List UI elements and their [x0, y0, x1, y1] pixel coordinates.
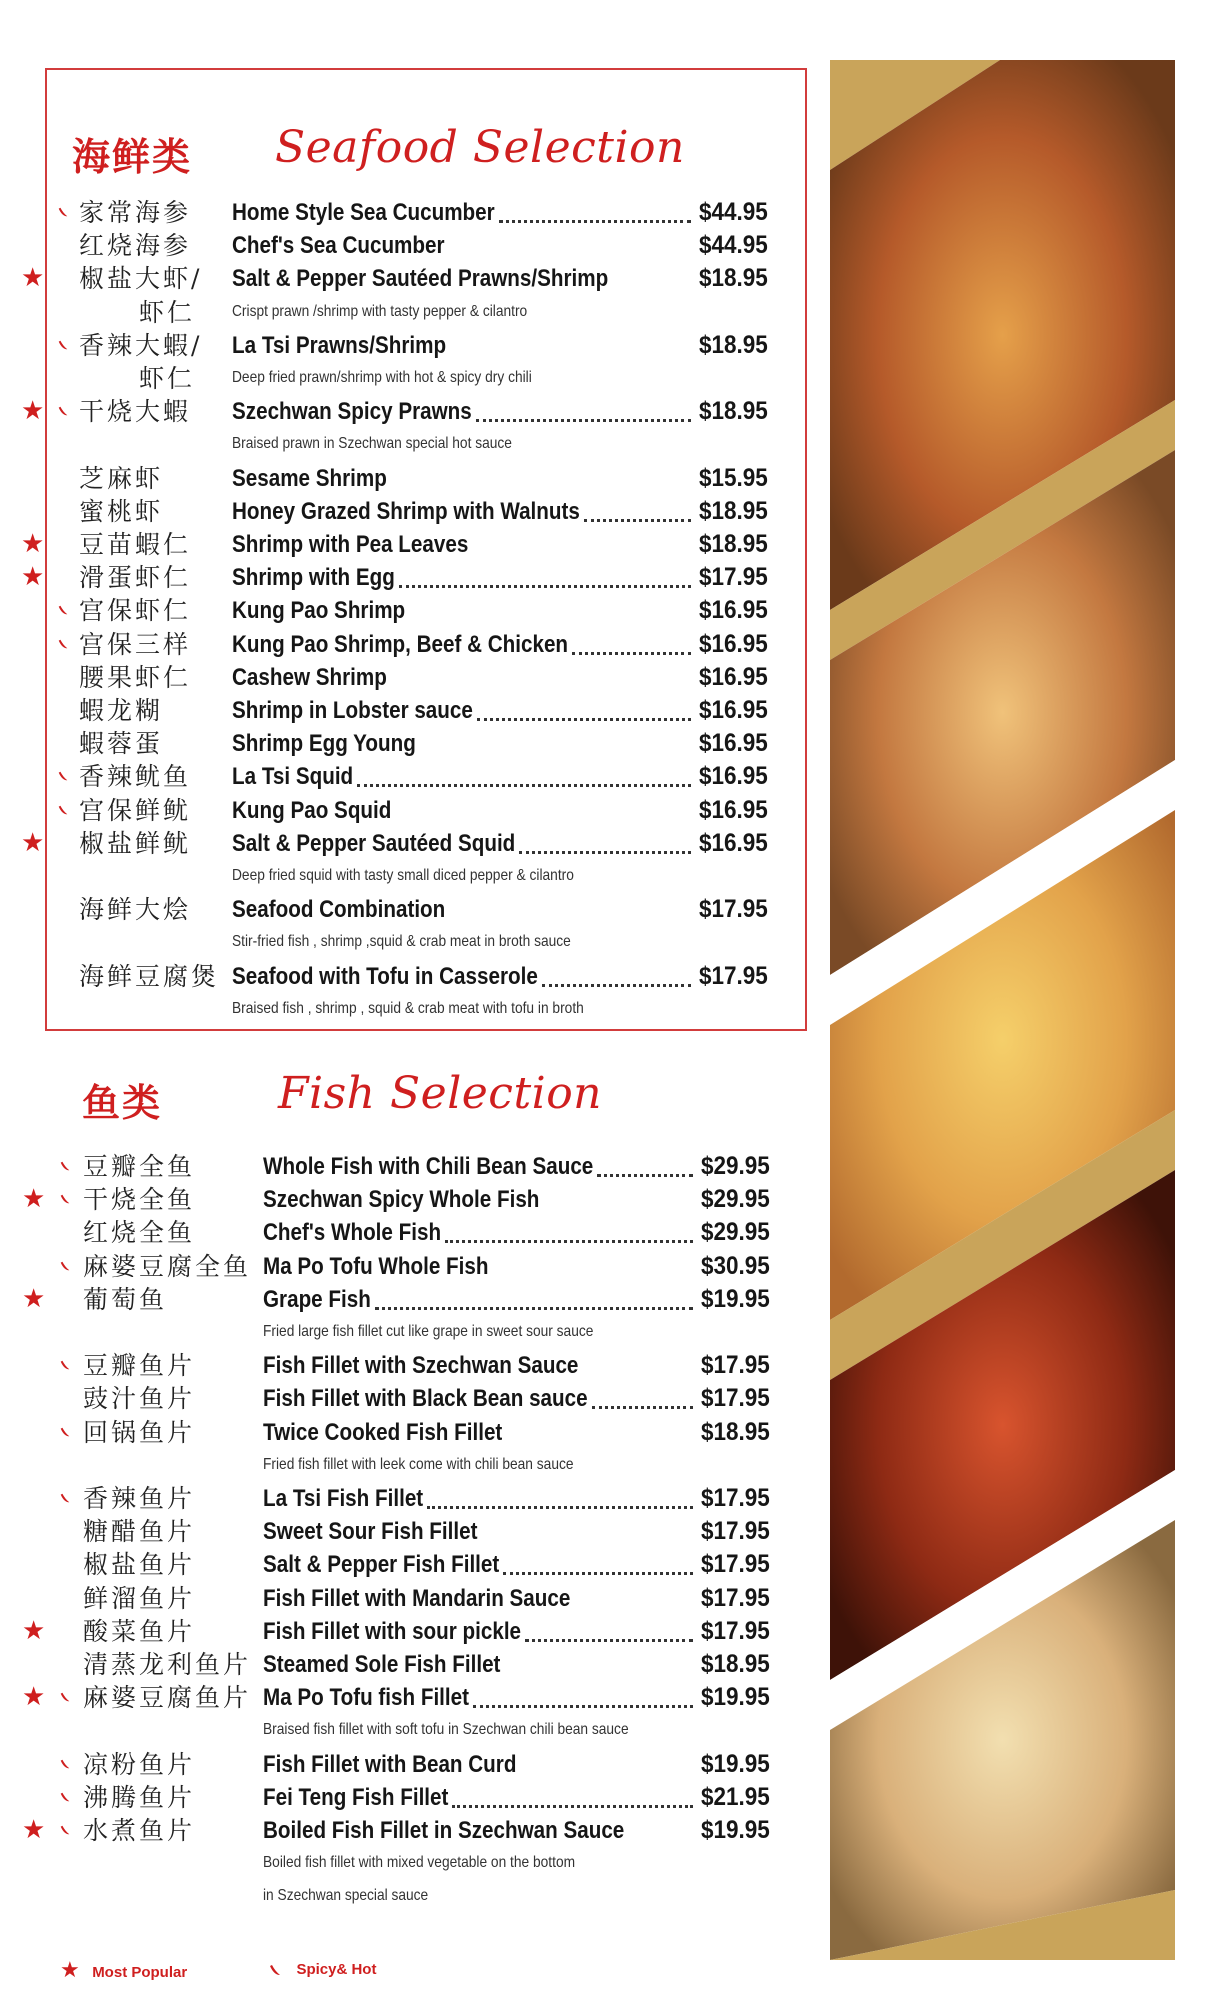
star-icon: ★ [22, 1615, 46, 1646]
fish-title-en: Fish Selection [278, 1068, 603, 1119]
item-price: $16.95 [699, 762, 768, 791]
item-name-cn-line2: 虾仁 [139, 364, 196, 393]
item-description: Crispt prawn /shrimp with tasty pepper & cilantro [232, 302, 528, 320]
item-name-cn: 香辣鱿鱼 [79, 762, 192, 792]
menu-item [45, 329, 805, 362]
item-name-en: Fish Fillet with Bean Curd [263, 1750, 517, 1778]
item-description: Fried large fish fillet cut like grape in sweet sour sauce [263, 1323, 594, 1340]
item-name-en: Kung Pao Squid [232, 796, 392, 824]
item-name-cn: 宫保鲜鱿 [79, 795, 192, 825]
star-icon: ★ [21, 529, 45, 559]
menu-item [22, 1615, 805, 1648]
item-description: Braised fish fillet with soft tofu in Szechwan chili bean sauce [263, 1721, 629, 1739]
item-name-en: Fei Teng Fish Fillet [263, 1783, 449, 1811]
item-price: $16.95 [699, 828, 768, 857]
item-name-cn: 香辣大蝦/ [79, 330, 203, 360]
item-name-en: La Tsi Fish Fillet [263, 1485, 424, 1512]
item-price: $18.95 [699, 496, 768, 525]
item-name-cn: 酸菜鱼片 [83, 1616, 196, 1646]
item-name-cn: 回锅鱼片 [83, 1417, 196, 1447]
legend-popular-label: Most Popular [92, 1964, 188, 1981]
food-photo-strip [830, 60, 1175, 1960]
item-name-en: La Tsi Squid [232, 763, 354, 791]
item-name-cn: 蝦蓉蛋 [79, 729, 164, 759]
item-name-cn: 麻婆豆腐鱼片 [83, 1683, 252, 1713]
item-name-cn: 干烧全鱼 [83, 1185, 196, 1215]
item-price: $18.95 [699, 264, 768, 293]
item-price: $17.95 [701, 1550, 770, 1579]
item-name-cn: 沸腾鱼片 [83, 1782, 196, 1812]
chili-icon [59, 1359, 71, 1371]
item-name-cn: 家常海参 [79, 198, 192, 227]
item-description: Deep fried prawn/shrimp with hot & spicy dry chili [232, 369, 532, 386]
item-name-en: Shrimp with Egg [232, 564, 395, 592]
item-name-cn: 豆苗蝦仁 [79, 530, 192, 559]
menu-item [45, 196, 805, 229]
menu-item [45, 661, 805, 694]
item-name-en: Grape Fish [263, 1285, 371, 1313]
legend-spicy-label: Spicy& Hot [296, 1961, 377, 1978]
item-price: $44.95 [699, 231, 768, 260]
item-price: $17.95 [699, 895, 768, 924]
item-description: Deep fried squid with tasty small diced pepper & cilantro [232, 867, 574, 884]
item-name-en: Ma Po Tofu fish Fillet [263, 1684, 470, 1712]
item-description: Stir-fried fish , shrimp ,squid & crab meat in broth sauce [232, 933, 571, 951]
item-price: $21.95 [701, 1782, 770, 1811]
dot-leader [592, 1386, 693, 1409]
item-name-en: Honey Grazed Shrimp with Walnuts [232, 497, 580, 525]
item-name-cn: 葡萄鱼 [83, 1284, 168, 1314]
item-name-en: Salt & Pepper Sautéed Squid [232, 829, 516, 857]
item-price: $17.95 [699, 961, 768, 990]
menu-item [45, 462, 805, 495]
item-price: $29.95 [701, 1152, 770, 1180]
menu-item [45, 628, 805, 661]
dot-leader [473, 1685, 693, 1708]
item-price: $17.95 [701, 1384, 770, 1413]
menu-item [45, 960, 805, 993]
item-name-en: Fish Fillet with sour pickle [263, 1617, 522, 1645]
item-price: $17.95 [701, 1616, 770, 1645]
item-name-cn: 鲜溜鱼片 [83, 1583, 196, 1613]
item-name-cn: 香辣鱼片 [83, 1484, 196, 1513]
dot-leader [542, 964, 691, 987]
item-price: $29.95 [701, 1185, 770, 1214]
menu-item [45, 1582, 805, 1615]
fish-title-cn: 鱼类 [82, 1080, 163, 1125]
item-description: Fried fish fillet with leek come with chili bean sauce [263, 1455, 574, 1473]
dot-leader [476, 399, 691, 422]
star-icon: ★ [22, 1682, 46, 1713]
chili-icon [268, 1963, 282, 1977]
item-name-en: Whole Fish with Chili Bean Sauce [263, 1153, 594, 1180]
chili-icon [57, 405, 69, 417]
chili-icon [59, 1160, 71, 1172]
item-name-en: Cashew Shrimp [232, 663, 387, 691]
item-name-en: Shrimp Egg Young [232, 730, 416, 758]
item-price: $16.95 [699, 696, 768, 724]
item-name-cn: 海鲜豆腐煲 [79, 961, 220, 991]
chili-icon [57, 638, 69, 650]
chili-icon [59, 1260, 71, 1272]
item-name-cn-line2: 虾仁 [139, 297, 196, 327]
item-name-cn: 清蒸龙利鱼片 [83, 1650, 252, 1679]
menu-item [45, 794, 805, 827]
dot-leader [452, 1785, 693, 1808]
chili-icon [59, 1193, 71, 1205]
item-name-cn: 椒盐大虾/ [79, 264, 203, 294]
menu-item [45, 1349, 805, 1382]
item-description: Braised fish , shrimp , squid & crab meat with tofu in broth [232, 999, 584, 1017]
legend-popular [60, 1955, 187, 1985]
item-name-cn: 麻婆豆腐全鱼 [83, 1251, 252, 1281]
menu-item [45, 1216, 805, 1249]
star-icon: ★ [60, 1957, 80, 1982]
chili-icon [57, 804, 69, 816]
dot-leader [503, 1552, 693, 1575]
menu-item [45, 1482, 805, 1515]
dot-leader [375, 1287, 693, 1310]
item-price: $17.95 [701, 1583, 770, 1612]
item-price: $18.95 [699, 330, 768, 359]
item-name-en: Shrimp with Pea Leaves [232, 531, 469, 558]
item-price: $16.95 [699, 629, 768, 658]
item-name-en: Szechwan Spicy Whole Fish [263, 1186, 540, 1214]
item-name-cn: 腰果虾仁 [79, 662, 192, 692]
item-name-en: Sesame Shrimp [232, 464, 387, 492]
dot-leader [572, 632, 691, 655]
dot-leader [445, 1220, 693, 1243]
item-name-cn: 芝麻虾 [79, 463, 164, 493]
item-name-en: Salt & Pepper Fish Fillet [263, 1551, 500, 1579]
item-price: $30.95 [701, 1251, 770, 1280]
chili-icon [59, 1791, 71, 1803]
item-name-en: La Tsi Prawns/Shrimp [232, 331, 447, 359]
legend-spicy [268, 1955, 376, 1985]
star-icon: ★ [22, 1184, 46, 1215]
menu-item [45, 694, 805, 727]
star-icon: ★ [22, 1283, 46, 1314]
menu-item [45, 760, 805, 793]
menu-item [21, 827, 805, 860]
menu-item [21, 262, 805, 295]
chili-icon [57, 604, 69, 616]
item-name-cn: 红烧海参 [79, 231, 192, 261]
menu-item [45, 1781, 805, 1814]
item-price: $17.95 [701, 1351, 770, 1380]
item-price: $18.95 [699, 530, 768, 558]
menu-item [21, 561, 805, 594]
item-price: $16.95 [699, 729, 768, 758]
star-icon: ★ [21, 396, 45, 427]
item-name-en: Home Style Sea Cucumber [232, 199, 495, 226]
chili-icon [57, 206, 69, 218]
dot-leader [477, 698, 691, 721]
item-name-en: Seafood Combination [232, 896, 446, 924]
dot-leader [399, 565, 691, 588]
star-icon: ★ [21, 827, 45, 858]
dot-leader [427, 1486, 693, 1509]
item-name-cn: 豉汁鱼片 [83, 1384, 196, 1414]
menu-item [22, 1681, 805, 1714]
item-name-en: Ma Po Tofu Whole Fish [263, 1252, 489, 1280]
item-name-en: Salt & Pepper Sautéed Prawns/Shrimp [232, 265, 609, 293]
item-name-en: Szechwan Spicy Prawns [232, 398, 472, 426]
menu-item [45, 1250, 805, 1283]
item-name-cn: 宫保虾仁 [79, 596, 192, 626]
menu-item [45, 727, 805, 760]
menu-item [45, 1748, 805, 1781]
item-name-en: Chef's Sea Cucumber [232, 232, 445, 260]
item-name-en: Fish Fillet with Szechwan Sauce [263, 1352, 579, 1380]
item-name-cn: 凉粉鱼片 [83, 1749, 196, 1779]
menu-item [45, 1648, 805, 1681]
item-name-cn: 宫保三样 [79, 629, 192, 659]
menu-item [21, 395, 805, 428]
item-name-cn: 椒盐鲜鱿 [79, 828, 192, 858]
item-name-en: Fish Fillet with Mandarin Sauce [263, 1584, 571, 1612]
item-name-en: Kung Pao Shrimp, Beef & Chicken [232, 630, 569, 658]
chili-icon [59, 1824, 71, 1836]
item-price: $17.95 [699, 563, 768, 592]
menu-item [45, 229, 805, 262]
item-price: $16.95 [699, 795, 768, 824]
item-name-cn: 豆瓣全鱼 [83, 1152, 196, 1181]
item-name-en: Kung Pao Shrimp [232, 597, 406, 625]
item-name-cn: 糖醋鱼片 [83, 1517, 196, 1547]
item-name-en: Sweet Sour Fish Fillet [263, 1518, 478, 1546]
item-price: $19.95 [701, 1816, 770, 1844]
dot-leader [597, 1154, 693, 1177]
item-price: $19.95 [701, 1683, 770, 1712]
item-price: $16.95 [699, 662, 768, 691]
chili-icon [59, 1426, 71, 1438]
menu-item [45, 594, 805, 627]
menu-item [45, 1150, 805, 1183]
item-price: $16.95 [699, 596, 768, 625]
star-icon: ★ [22, 1815, 46, 1845]
chili-icon [59, 1758, 71, 1770]
item-description: Braised prawn in Szechwan special hot sauce [232, 435, 512, 453]
item-price: $19.95 [701, 1284, 770, 1313]
item-description: Boiled fish fillet with mixed vegetable on the bottom [263, 1854, 576, 1872]
dot-leader [499, 200, 691, 223]
menu-item [45, 1548, 805, 1581]
item-price: $18.95 [699, 397, 768, 426]
item-name-en: Boiled Fish Fillet in Szechwan Sauce [263, 1817, 625, 1844]
item-name-cn: 豆瓣鱼片 [83, 1351, 196, 1381]
star-icon: ★ [21, 562, 45, 593]
item-price: $19.95 [701, 1749, 770, 1778]
chili-icon [57, 339, 69, 351]
menu-item [45, 495, 805, 528]
item-name-en: Steamed Sole Fish Fillet [263, 1651, 501, 1678]
item-name-cn: 滑蛋虾仁 [79, 563, 192, 593]
item-name-en: Chef's Whole Fish [263, 1219, 442, 1247]
chili-icon [57, 770, 69, 782]
menu-item [22, 1183, 805, 1216]
item-name-cn: 红烧全鱼 [83, 1218, 196, 1248]
item-price: $44.95 [699, 198, 768, 226]
star-icon: ★ [21, 263, 45, 294]
menu-item [45, 893, 805, 926]
menu-item [22, 1814, 805, 1847]
seafood-title-cn: 海鲜类 [72, 134, 193, 179]
menu-item [22, 1283, 805, 1316]
item-price: $18.95 [701, 1650, 770, 1678]
item-name-cn: 海鲜大烩 [79, 895, 192, 925]
dot-leader [357, 764, 691, 787]
item-price: $29.95 [701, 1218, 770, 1247]
chili-icon [59, 1691, 71, 1703]
menu-item [45, 1416, 805, 1449]
item-name-en: Seafood with Tofu in Casserole [232, 962, 538, 990]
menu-item [45, 1382, 805, 1415]
seafood-title-en: Seafood Selection [275, 122, 685, 173]
dot-leader [519, 831, 691, 854]
item-price: $15.95 [699, 463, 768, 492]
item-price: $18.95 [701, 1417, 770, 1446]
dot-leader [525, 1619, 693, 1642]
item-price: $17.95 [701, 1484, 770, 1512]
item-name-en: Twice Cooked Fish Fillet [263, 1418, 503, 1446]
item-name-cn: 椒盐鱼片 [83, 1550, 196, 1580]
menu-item [45, 1515, 805, 1548]
item-name-cn: 蜜桃虾 [79, 496, 164, 526]
item-name-en: Shrimp in Lobster sauce [232, 697, 473, 724]
chili-icon [59, 1492, 71, 1504]
item-name-cn: 水煮鱼片 [83, 1816, 196, 1845]
item-description-line2: in Szechwan special sauce [263, 1887, 429, 1905]
item-price: $17.95 [701, 1517, 770, 1546]
dot-leader [584, 499, 691, 522]
item-name-cn: 干烧大蝦 [79, 397, 192, 427]
item-name-en: Fish Fillet with Black Bean sauce [263, 1385, 588, 1413]
menu-item [21, 528, 805, 561]
item-name-cn: 蝦龙糊 [79, 696, 164, 725]
